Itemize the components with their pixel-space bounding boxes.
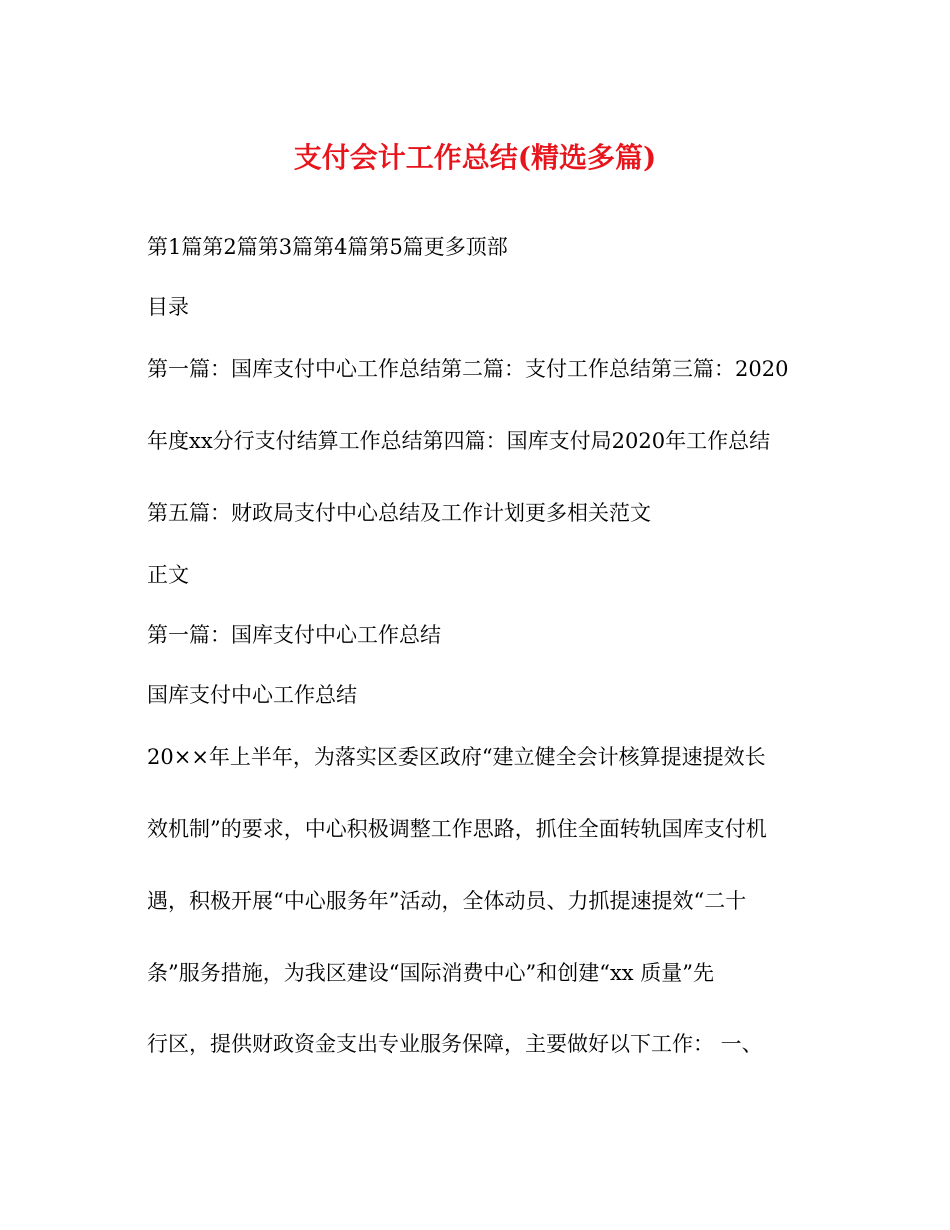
toc-line: 第一篇：国库支付中心工作总结第二篇：支付工作总结第三篇：2020 <box>147 357 789 381</box>
paragraph-line: 行区，提供财政资金支出专业服务保障，主要做好以下工作： 一、 <box>147 1032 763 1056</box>
paragraph-line: 遇，积极开展“中心服务年”活动，全体动员、力抓提速提效“二十 <box>147 889 747 913</box>
body-heading: 正文 <box>147 563 189 587</box>
toc-line: 年度xx分行支付结算工作总结第四篇：国库支付局2020年工作总结 <box>147 429 771 453</box>
section-subtitle: 国库支付中心工作总结 <box>147 683 357 707</box>
paragraph-line: 20××年上半年，为落实区委区政府“建立健全会计核算提速提效长 <box>147 745 766 769</box>
document-title: 支付会计工作总结(精选多篇) <box>293 141 657 174</box>
section-heading: 第一篇：国库支付中心工作总结 <box>147 623 441 647</box>
paragraph-line: 效机制”的要求，中心积极调整工作思路，抓住全面转轨国库支付机 <box>147 817 767 841</box>
article-nav-links[interactable]: 第1篇第2篇第3篇第4篇第5篇更多顶部 <box>147 235 508 259</box>
toc-line: 第五篇：财政局支付中心总结及工作计划更多相关范文 <box>147 501 651 525</box>
paragraph-line: 条”服务措施，为我区建设“国际消费中心”和创建“xx 质量”先 <box>147 961 715 985</box>
toc-heading: 目录 <box>147 295 189 319</box>
